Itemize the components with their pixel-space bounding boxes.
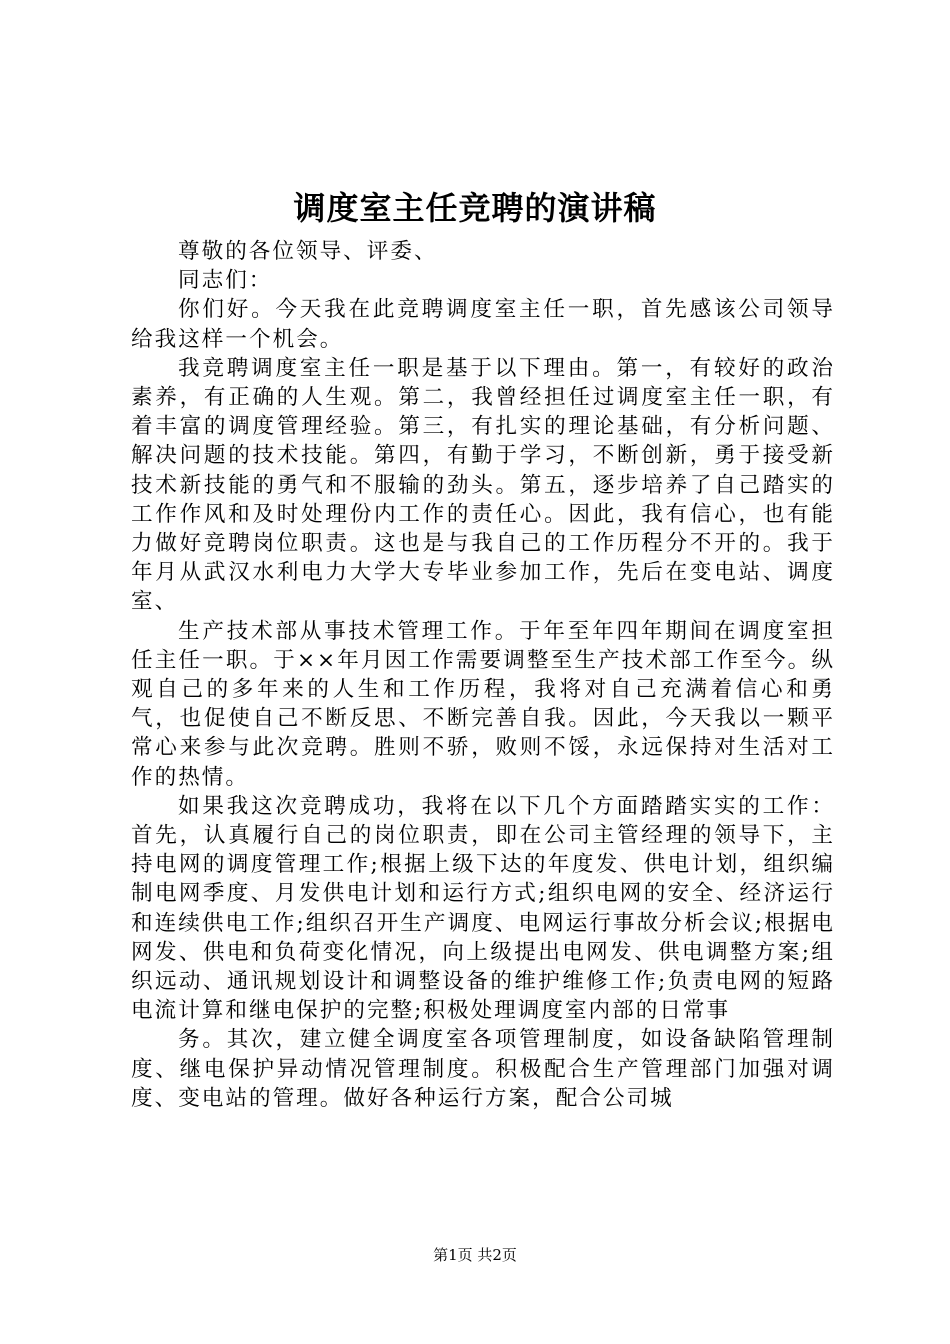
paragraph-experience: 生产技术部从事技术管理工作。于年至年四年期间在调度室担任主任一职。于××年月因工作需要调整至生产技术部工作至今。纵观自己的多年来的人生和工作历程，我将对自己充满着信心和勇气，也促使自己不断反思、不断完善自我。因此，今天我以一颗平常心来参与此次竞聘。胜则不骄，败则不馁，永远保持对生活对工作的热情。	[131, 618, 835, 790]
salutation-line-1: 尊敬的各位领导、评委、	[178, 239, 438, 264]
paragraph-duties: 如果我这次竞聘成功，我将在以下几个方面踏踏实实的工作：首先，认真履行自己的岗位职责，即在公司主管经理的领导下，主持电网的调度管理工作;根据上级下达的年度发、供电计划，组织编制电网季度、月发供电计划和运行方式;组织电网的安全、经济运行和连续供电工作;组织召开生产调度、电网运行事故分析会议;根据电网发、供电和负荷变化情况，向上级提出电网发、供电调整方案;组织远动、通讯规划设计和调整设备的维护维修工作;负责电网的短路电流计算和继电保护的完整;积极处理调度室内部的日常事	[131, 793, 835, 1024]
paragraph-greeting: 你们好。今天我在此竞聘调度室主任一职，首先感该公司领导给我这样一个机会。	[131, 297, 835, 352]
salutation-line-2: 同志们：	[178, 268, 273, 294]
paragraph-reasons: 我竞聘调度室主任一职是基于以下理由。第一，有较好的政治素养，有正确的人生观。第二，我曾经担任过调度室主任一职，有着丰富的调度管理经验。第三，有扎实的理论基础，有分析问题、解决问题的技术技能。第四，有勤于学习，不断创新，勇于接受新技术新技能的勇气和不服输的劲头。第五，逐步培养了自己踏实的工作作风和及时处理份内工作的责任心。因此，我有信心，也有能力做好竞聘岗位职责。这也是与我自己的工作历程分不开的。我于年月从武汉水利电力大学大专毕业参加工作，先后在变电站、调度室、	[131, 355, 835, 615]
page-footer: 第1页 共2页	[433, 1246, 517, 1264]
document-title: 调度室主任竞聘的演讲稿	[293, 189, 657, 227]
document-body	[131, 237, 835, 1113]
paragraph-management: 务。其次，建立健全调度室各项管理制度，如设备缺陷管理制度、继电保护异动情况管理制度。积极配合生产管理部门加强对调度、变电站的管理。做好各种运行方案，配合公司城	[131, 1027, 835, 1111]
